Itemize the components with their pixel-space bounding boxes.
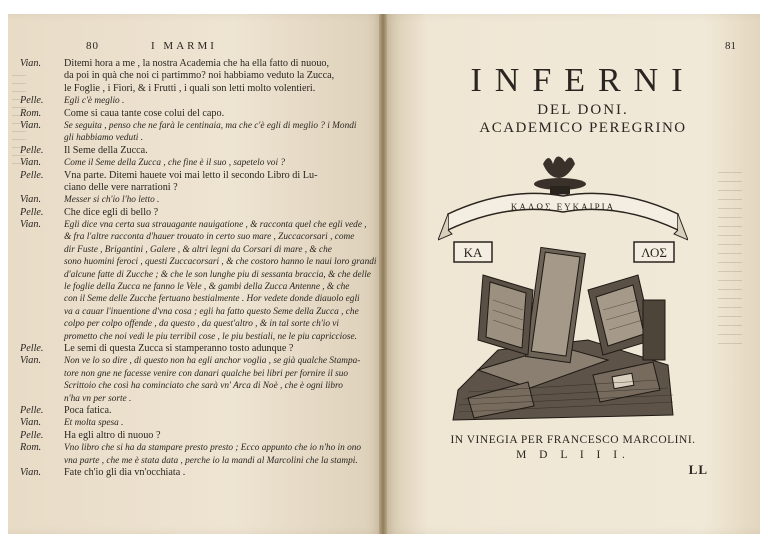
- speaker-name: Vian.: [20, 58, 42, 69]
- line-text: prometto che noi vedi le piu terribil cose , le piu bestiali, ne le piu capricciose.: [64, 331, 357, 342]
- page-number-right: 81: [725, 40, 736, 52]
- dialogue-line: [20, 455, 360, 467]
- line-text: Scrittoio che così ha cominciato che sarà vn' Arca di Noè , che è ogni libro: [64, 381, 343, 392]
- speaker-name: Pelle.: [20, 144, 44, 156]
- dialogue-line: [20, 331, 360, 343]
- speaker-name: Pelle.: [20, 95, 44, 107]
- line-text: & fra l'altre racconta d'hauer trouato in certo suo mare , Zuccacorsari , come: [64, 232, 355, 243]
- dialogue-line: [20, 393, 360, 405]
- dialogue-text: [20, 58, 377, 479]
- dialogue-line: [20, 170, 360, 182]
- left-page: [8, 14, 383, 534]
- speaker-name: Pelle.: [20, 342, 44, 354]
- line-text: tore non gne ne facesse venire con danari qualche bei libri per fornire il suo: [64, 368, 349, 379]
- dialogue-line: [20, 293, 360, 305]
- line-text: Egli c'è meglio .: [64, 96, 125, 107]
- dialogue-line: [20, 355, 360, 367]
- line-text: Ha egli altro di nuouo ?: [64, 429, 161, 441]
- dialogue-line: [20, 281, 360, 293]
- line-text: con il Seme delle Zucche fertuano bestialmente . Hor vedete donde diauolo egli: [64, 294, 360, 305]
- line-text: Il Seme della Zucca.: [64, 144, 148, 156]
- dialogue-line: [20, 417, 360, 429]
- line-text: da poi in quà che noi ci partimmo? noi habbiamo veduto la Zucca,: [64, 70, 335, 82]
- line-text: Come si caua tante cose colui del capo.: [64, 107, 225, 119]
- dialogue-line: [20, 219, 367, 231]
- line-text: colpo per colpo offende , da questo , da quest'altro , & in tal sorte ch'io vi: [64, 319, 340, 330]
- dialogue-line: [20, 368, 360, 380]
- line-text: Et molta spesa .: [64, 418, 124, 429]
- line-text: Ditemi hora a me , la nostra Academia che ha ella fatto di nuouo,: [64, 58, 330, 69]
- dialogue-line: [20, 157, 360, 169]
- dialogue-line: [20, 467, 360, 479]
- page-number-left: 80: [86, 40, 99, 52]
- dialogue-line: [20, 120, 360, 132]
- dialogue-line: [20, 244, 360, 256]
- line-text: Fate ch'io gli dia vn'occhiata .: [64, 466, 186, 478]
- dialogue-line: [20, 256, 377, 268]
- speaker-name: Pelle.: [20, 404, 44, 416]
- dialogue-line: [20, 380, 360, 392]
- speaker-name: Vian.: [20, 355, 42, 367]
- speaker-name: Vian.: [20, 466, 42, 478]
- dialogue-line: [20, 442, 360, 454]
- line-text: va a cauar l'inuentione d'vna cosa ; egli ha fatto questo Seme della Zucca , che: [64, 306, 359, 317]
- dialogue-line: [20, 306, 360, 318]
- line-text: d'alcune fatte di Zucche ; & che le son lunghe piu di sessanta braccia, & che delle: [64, 269, 371, 280]
- dialogue-line: [20, 70, 360, 82]
- speaker-name: Vian.: [20, 119, 42, 131]
- line-text: vna parte , che me è stata data , perche io la mandi al Marcolini che la stampi.: [64, 455, 358, 466]
- open-book: [8, 14, 760, 534]
- banner-motto-text: ΚΑΛΩΣ ΕΥΚΑΙΡΙΑ: [510, 202, 616, 212]
- speaker-name: Vian.: [20, 194, 42, 206]
- dialogue-line: [20, 207, 360, 219]
- speaker-name: Vian.: [20, 219, 42, 231]
- dialogue-line: [20, 95, 360, 107]
- line-text: Non ve lo so dire , di questo non ha egli anchor voglia , se già qualche Stampa-: [64, 356, 361, 367]
- book-title: INFERNI: [470, 62, 696, 99]
- line-text: Egli dice vna certa sua strauagante nauigatione , & racconta quel che egli vede ,: [64, 220, 367, 231]
- dialogue-line: [20, 194, 360, 206]
- book-gutter: [379, 14, 387, 534]
- speaker-name: Vian.: [20, 417, 42, 429]
- running-title: I MARMI: [151, 40, 217, 52]
- signature-mark: LL: [688, 462, 708, 477]
- right-motto-text: ΛΟΣ: [641, 245, 667, 260]
- motto-banner: [438, 193, 688, 240]
- speaker-name: Pelle.: [20, 169, 44, 181]
- dialogue-line: [20, 132, 360, 144]
- speaker-name: Vian.: [20, 157, 42, 169]
- line-text: Che dice egli di bello ?: [64, 206, 159, 218]
- line-text: Poca fatica.: [64, 404, 112, 416]
- books-pile-icon: [438, 247, 688, 428]
- speaker-name: Rom.: [20, 107, 42, 119]
- dialogue-line: [20, 145, 360, 157]
- line-text: sono huomini feroci , questi Zuccacorsari , & che costoro hanno le naui loro grandi: [64, 257, 377, 268]
- speaker-name: Pelle.: [20, 429, 44, 441]
- dialogue-line: [20, 182, 360, 194]
- dialogue-line: [20, 318, 360, 330]
- line-text: Le semi di questa Zucca si stamperanno tosto adunque ?: [64, 342, 294, 354]
- dialogue-line: [20, 83, 360, 95]
- line-text: gli habbiamo veduti .: [64, 133, 144, 144]
- speaker-name: Pelle.: [20, 206, 44, 218]
- dialogue-line: [20, 108, 360, 120]
- line-text: Vno libro che si ha da stampare presto presto ; Ecco appunto che io n'ho in ono: [64, 443, 362, 454]
- dialogue-line: [20, 58, 360, 70]
- left-motto-text: ΚΑ: [463, 245, 483, 260]
- woodcut-illustration: [438, 150, 688, 428]
- line-text: le Foglie , i Fiori, & i Frutti , i quali son letti molto volentieri.: [64, 82, 316, 94]
- author-line: DEL DONI.: [537, 102, 629, 118]
- line-text: Se seguita , penso che ne farà le centinaia, ma che c'è egli di meglio ? i Mondi: [64, 120, 357, 131]
- line-text: le foglie della Zucca ne fanno le Vele , & gambi della Zucca Antenne , & che: [64, 282, 350, 293]
- line-text: Messer si ch'io l'ho letto .: [64, 195, 160, 206]
- dialogue-line: [20, 269, 371, 281]
- publication-year: M D L I I I.: [516, 449, 630, 461]
- speaker-name: Rom.: [20, 442, 42, 454]
- right-page: [383, 14, 760, 534]
- show-through-text: [718, 164, 742, 344]
- dialogue-line: [20, 430, 360, 442]
- line-text: Come il Seme della Zucca , che fine è il suo , sapetelo voi ?: [64, 158, 286, 169]
- line-text: n'ha vn per sorte .: [64, 393, 132, 404]
- dialogue-line: [20, 405, 360, 417]
- dialogue-line: [20, 231, 360, 243]
- line-text: dir Fuste , Brigantini , Galere , & altri legni da Corsari di mare , & che: [64, 244, 332, 255]
- imprint: IN VINEGIA PER FRANCESCO MARCOLINI.: [450, 434, 696, 446]
- line-text: Vna parte. Ditemi hauete voi mai letto il secondo Libro di Lu-: [64, 169, 318, 181]
- line-text: ciano delle vere narrationi ?: [64, 181, 178, 193]
- author-description: ACADEMICO PEREGRINO: [479, 120, 687, 136]
- dialogue-line: [20, 343, 360, 355]
